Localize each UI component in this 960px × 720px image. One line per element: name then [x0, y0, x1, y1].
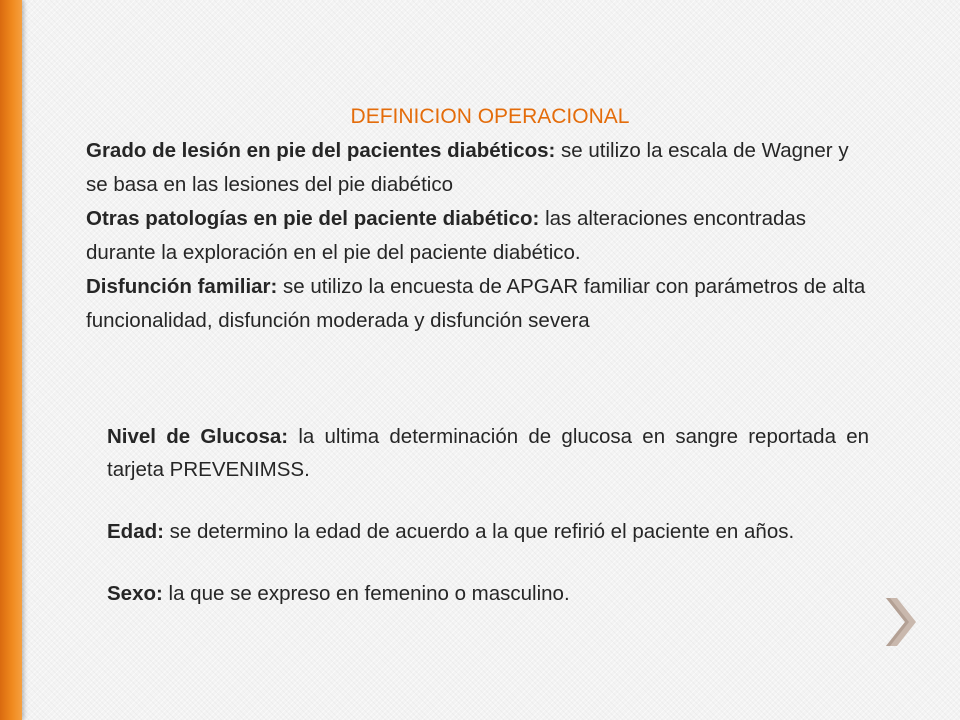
variable-item: [107, 420, 869, 486]
slide-heading: DEFINICION OPERACIONAL: [350, 105, 630, 128]
definition-term: Otras patologías en pie del paciente diabético:: [86, 207, 540, 230]
variable-definitions: [107, 420, 869, 639]
definition-text: se utilizo la encuesta de APGAR familiar con parámetros de alta funcionalidad, disfunción moderada y disfunción severa: [86, 275, 866, 332]
definition-term: Grado de lesión en pie del pacientes diabéticos:: [86, 139, 556, 162]
variable-text: se determino la edad de acuerdo a la que refirió el paciente en años.: [163, 520, 795, 543]
variable-term: Nivel de Glucosa:: [107, 425, 289, 448]
definition-item: [86, 270, 874, 338]
definition-item: [86, 134, 874, 202]
chevron-right-icon[interactable]: [882, 596, 918, 648]
definition-item: [86, 202, 874, 270]
variable-item: [107, 515, 869, 548]
variable-text: la que se expreso en femenino o masculino.: [162, 582, 570, 605]
variable-term: Edad:: [107, 520, 164, 543]
variable-item: [107, 577, 869, 610]
variable-text: la ultima determinación de glucosa en sangre reportada en tarjeta PREVENIMSS.: [107, 425, 870, 481]
operational-definitions: [86, 100, 874, 338]
accent-side-bar: [0, 0, 22, 720]
definition-term: Disfunción familiar:: [86, 275, 278, 298]
definition-text: se utilizo la escala de Wagner y se basa en las lesiones del pie diabético: [86, 139, 849, 196]
variable-term: Sexo:: [107, 582, 163, 605]
definition-text: las alteraciones encontradas durante la exploración en el pie del paciente diabético.: [86, 207, 807, 264]
